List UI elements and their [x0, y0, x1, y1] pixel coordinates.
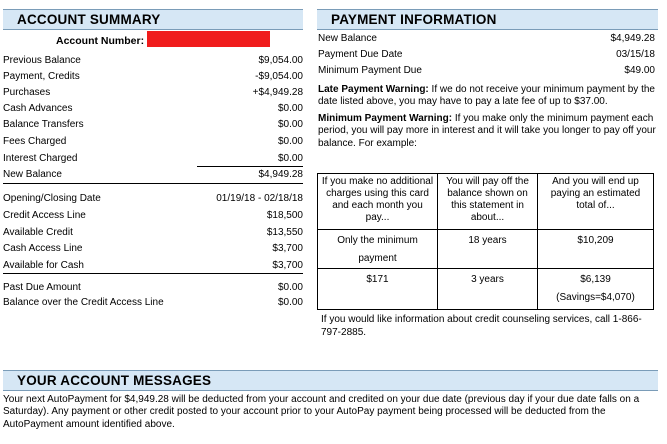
min-warning-title: Minimum Payment Warning: — [318, 113, 453, 124]
table-cell-total: $6,139 — [580, 274, 611, 285]
table-header-cell: And you will end up paying an estimated total of... — [538, 174, 654, 230]
row-label: New Balance — [318, 33, 377, 44]
payment-row-due-date — [318, 47, 655, 62]
row-value: $4,949.28 — [610, 33, 655, 44]
row-label: Available Credit — [3, 227, 73, 238]
table-header-cell: If you make no additional charges using this card and each month you pay... — [318, 174, 438, 230]
summary-row-fees-charged — [3, 134, 303, 149]
payment-row-minimum-due — [318, 63, 655, 78]
table-cell-total: $10,209 — [538, 230, 654, 269]
row-value: -$9,054.00 — [255, 71, 303, 82]
summary-row-available-credit — [3, 225, 303, 240]
row-value: $3,700 — [272, 243, 303, 254]
minimum-payment-example-table — [317, 173, 654, 310]
row-label: Available for Cash — [3, 260, 84, 271]
summary-row-cash-access-line — [3, 241, 303, 256]
summary-row-payment-credits — [3, 69, 303, 84]
summary-row-credit-access-line — [3, 208, 303, 223]
row-value: $0.00 — [277, 282, 303, 293]
table-row — [318, 269, 654, 310]
table-cell-time: 3 years — [438, 269, 538, 310]
row-label: New Balance — [3, 169, 62, 180]
summary-row-opening-closing-date — [3, 191, 303, 206]
row-label: Opening/Closing Date — [3, 193, 101, 204]
row-value: $0.00 — [277, 103, 303, 114]
account-summary-title: ACCOUNT SUMMARY — [17, 12, 161, 27]
new-balance-divider — [3, 183, 303, 184]
summary-row-balance-transfers — [3, 117, 303, 132]
available-cash-divider — [3, 273, 303, 274]
table-cell-total-savings — [538, 269, 654, 310]
row-value: +$4,949.28 — [252, 87, 303, 98]
payment-row-new-balance — [318, 31, 655, 46]
row-value: $0.00 — [277, 297, 303, 308]
row-value: $9,054.00 — [258, 55, 303, 66]
late-warning-text: If we do not receive your minimum payment by the date listed above, you may have to pay a late fee of up to $37.00. — [318, 84, 655, 108]
row-label: Fees Charged — [3, 136, 67, 147]
row-value: $3,700 — [272, 260, 303, 271]
summary-row-new-balance — [3, 167, 303, 182]
account-summary-header — [3, 9, 303, 30]
row-value: 03/15/18 — [616, 49, 655, 60]
row-value: 01/19/18 - 02/18/18 — [216, 193, 303, 204]
account-message-text: Your next AutoPayment for $4,949.28 will be deducted from your account and credited on your due date (previous day if your due date falls on a Saturday). Any payment or other credit posted to your account prior to your AutoPay payment being processed will be deducted from the AutoPayment amount identified above. — [3, 394, 640, 430]
account-number-label: Account Number: — [56, 35, 145, 47]
summary-row-previous-balance — [3, 53, 303, 68]
minimum-payment-warning — [318, 113, 658, 150]
summary-row-balance-over-line — [3, 295, 303, 310]
table-cell-time: 18 years — [438, 230, 538, 269]
account-number-redaction — [147, 31, 270, 47]
credit-counseling-note: If you would like information about credit counseling services, call 1-866-797-2885. — [321, 314, 642, 338]
late-payment-warning — [318, 84, 658, 109]
table-cell-savings: (Savings=$4,070) — [556, 292, 635, 303]
row-label: Balance Transfers — [3, 119, 84, 130]
row-label: Payment, Credits — [3, 71, 80, 82]
row-label: Previous Balance — [3, 55, 81, 66]
min-warning-text: If you make only the minimum payment each period, you will pay more in interest and it will take you longer to pay off your balance. For example: — [318, 113, 656, 149]
row-value: $13,550 — [266, 227, 303, 238]
row-value: $49.00 — [624, 65, 655, 76]
row-label: Cash Access Line — [3, 243, 83, 254]
row-label: Cash Advances — [3, 103, 73, 114]
table-cell-pay: Only the minimum payment — [318, 230, 438, 269]
summary-row-interest-charged — [3, 151, 303, 166]
table-cell-pay: $171 — [318, 269, 438, 310]
summary-row-past-due-amount — [3, 280, 303, 295]
row-value: $18,500 — [266, 210, 303, 221]
late-warning-title: Late Payment Warning: — [318, 84, 429, 95]
account-messages-header — [3, 370, 658, 391]
row-value: $0.00 — [277, 136, 303, 147]
row-label: Payment Due Date — [318, 49, 403, 60]
payment-information-header — [317, 9, 658, 30]
row-label: Interest Charged — [3, 153, 78, 164]
row-label: Minimum Payment Due — [318, 65, 422, 76]
table-row — [318, 230, 654, 269]
summary-row-purchases — [3, 85, 303, 100]
row-label: Past Due Amount — [3, 282, 81, 293]
summary-row-cash-advances — [3, 101, 303, 116]
summary-row-available-for-cash — [3, 258, 303, 273]
table-header-cell: You will pay off the balance shown on this statement in about... — [438, 174, 538, 230]
row-value: $0.00 — [277, 153, 303, 164]
payment-information-title: PAYMENT INFORMATION — [331, 12, 497, 27]
row-label: Credit Access Line — [3, 210, 86, 221]
row-value: $0.00 — [277, 119, 303, 130]
account-messages-title: YOUR ACCOUNT MESSAGES — [17, 373, 212, 388]
table-header-row — [318, 174, 654, 230]
row-value: $4,949.28 — [258, 169, 303, 180]
row-label: Balance over the Credit Access Line — [3, 297, 164, 308]
row-label: Purchases — [3, 87, 51, 98]
